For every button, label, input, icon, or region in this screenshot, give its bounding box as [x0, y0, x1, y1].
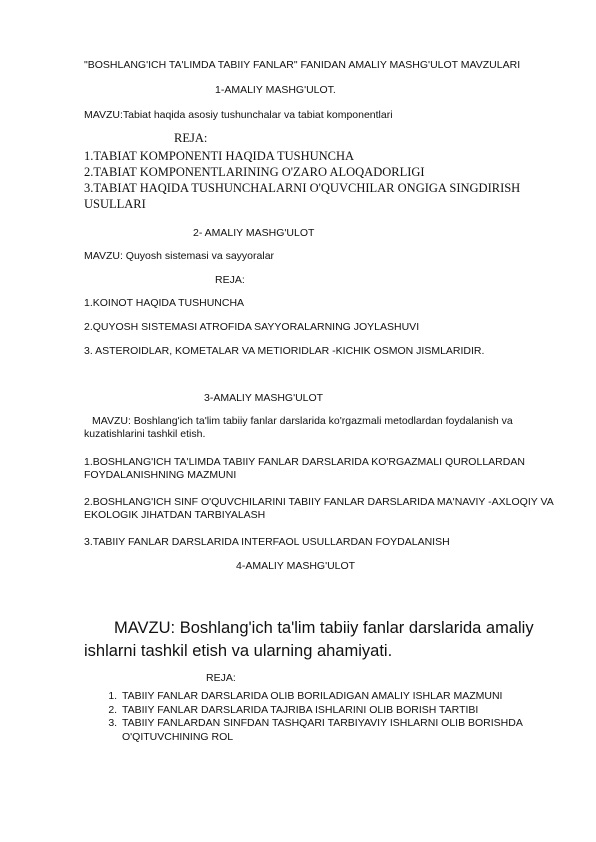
- section-2-item-3: 3. ASTEROIDLAR, KOMETALAR VA METIORIDLAR -KICHIK OSMON JISMLARIDIR.: [84, 345, 485, 357]
- section-2-item-2: 2.QUYOSH SISTEMASI ATROFIDA SAYYORALARNING JOYLASHUVI: [84, 321, 420, 333]
- section-1-mavzu: MAVZU:Tabiat haqida asosiy tushunchalar va tabiat komponentlari: [84, 109, 393, 121]
- section-3-heading: 3-AMALIY MASHG'ULOT: [204, 392, 324, 404]
- list-item: 2. TABIIY FANLAR DARSLARIDA TAJRIBA ISHLARINI OLIB BORISH TARTIBI: [120, 704, 560, 718]
- list-item: 3. TABIIY FANLARDAN SINFDAN TASHQARI TARBIYAVIY ISHLARNI OLIB BORISHDA O'QITUVCHINING ROL: [120, 717, 560, 744]
- section-1-item-1: 1.TABIAT KOMPONENTI HAQIDA TUSHUNCHA: [84, 149, 355, 163]
- document-title: "BOSHLANG'ICH TA'LIMDA TABIIY FANLAR" FANIDAN AMALIY MASHG'ULOT MAVZULARI: [84, 59, 521, 71]
- section-2-reja: REJA:: [215, 274, 245, 286]
- section-2-heading: 2- AMALIY MASHG'ULOT: [193, 227, 315, 239]
- section-4-reja: REJA:: [206, 672, 236, 684]
- section-1-reja: REJA:: [174, 131, 208, 145]
- section-3-mavzu: MAVZU: Boshlang'ich ta'lim tabiiy fanlar darslarida ko'rgazmali metodlardan foydalanish va kuzatishlarini tashkil etish.: [84, 415, 513, 440]
- list-item: 1. TABIIY FANLAR DARSLARIDA OLIB BORILADIGAN AMALIY ISHLAR MAZMUNI: [120, 690, 560, 704]
- section-4-mavzu: MAVZU: Boshlang'ich ta'lim tabiiy fanlar darslarida amaliy ishlarni tashkil etish va ularning ahamiyati.: [84, 619, 534, 660]
- section-1-item-2: 2.TABIAT KOMPONENTLARINING O'ZARO ALOQADORLIGI: [84, 165, 425, 179]
- section-2-item-1: 1.KOINOT HAQIDA TUSHUNCHA: [84, 297, 245, 309]
- section-1-heading: 1-AMALIY MASHG'ULOT.: [215, 84, 336, 96]
- section-4-heading: 4-AMALIY MASHG'ULOT: [236, 560, 356, 572]
- section-3-item-3: 3.TABIIY FANLAR DARSLARIDA INTERFAOL USULLARDAN FOYDALANISH: [84, 536, 450, 548]
- section-3-item-2: 2.BOSHLANG'ICH SINF O'QUVCHILARINI TABIIY FANLAR DARSLARIDA MA'NAVIY -AXLOQIY VA EKOLOGIK JIHATDAN TARBIYALASH: [84, 496, 554, 521]
- section-2-mavzu: MAVZU: Quyosh sistemasi va sayyoralar: [84, 250, 275, 262]
- section-3-item-1: 1.BOSHLANG'ICH TA'LIMDA TABIIY FANLAR DARSLARIDA KO'RGAZMALI QUROLLARDAN FOYDALANISHNING MAZMUNI: [84, 456, 525, 481]
- section-1-item-3: 3.TABIAT HAQIDA TUSHUNCHALARNI O'QUVCHILAR ONGIGA SINGDIRISH USULLARI: [84, 181, 521, 211]
- section-4-list: [84, 690, 560, 744]
